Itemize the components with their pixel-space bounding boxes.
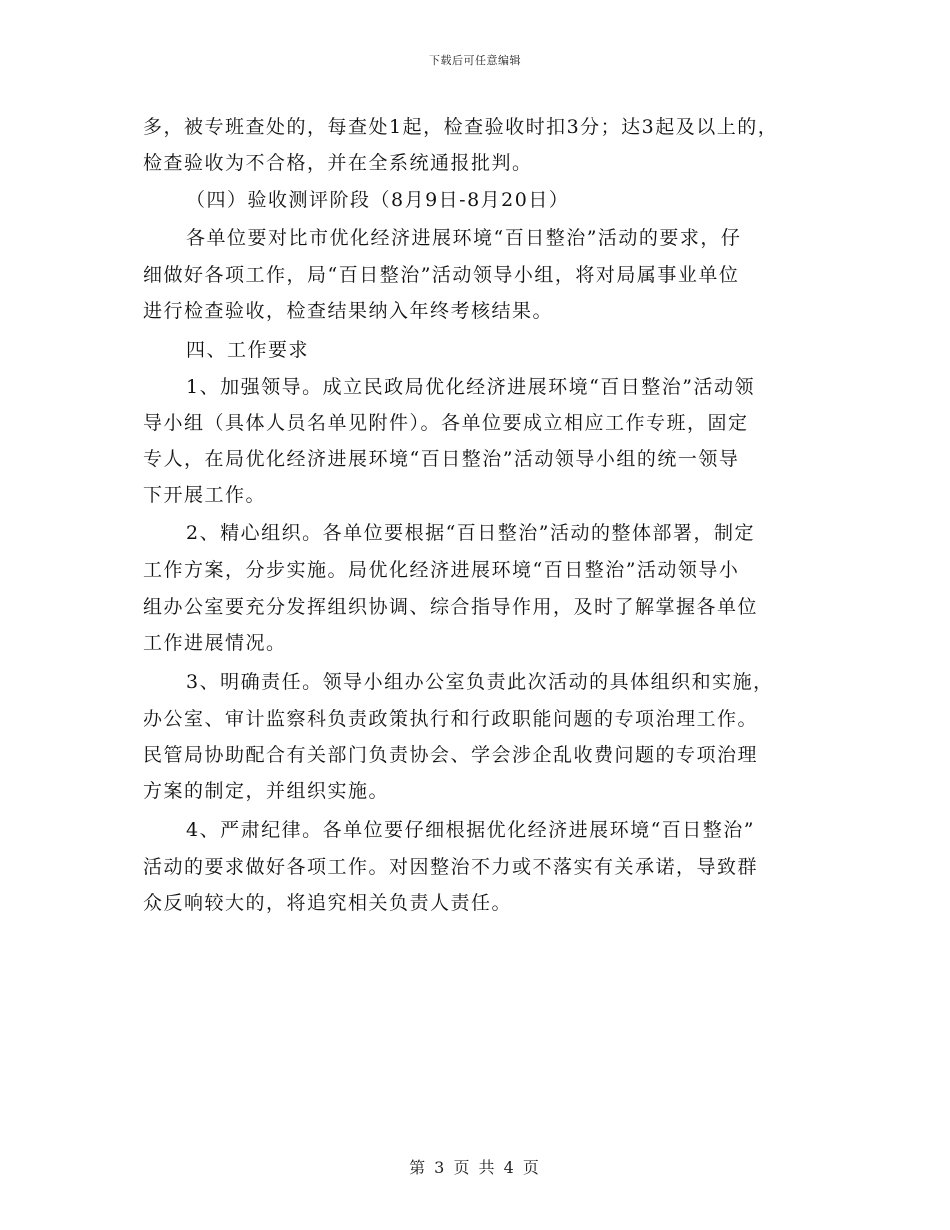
body-line: 下开展工作。	[143, 484, 267, 506]
body-line: 3、明确责任。领导小组办公室负责此次活动的具体组织和实施，	[186, 671, 774, 693]
section-heading: （四）验收测评阶段（8月9日-8月20日）	[186, 189, 570, 211]
body-line: 众反响较大的，将追究相关负责人责任。	[143, 892, 513, 914]
body-line: 工作方案，分步实施。局优化经济进展环境“百日整治”活动领导小	[143, 559, 740, 581]
body-line: 多，被专班查处的，每查处1起，检查验收时扣3分；达3起及以上的，	[143, 116, 779, 138]
body-line: 组办公室要充分发挥组织协调、综合指导作用，及时了解掌握各单位	[143, 596, 759, 618]
page-number: 第 3 页 共 4 页	[409, 1158, 541, 1177]
body-line: 检查验收为不合格，并在全系统通报批判。	[143, 152, 533, 174]
section-heading: 四、工作要求	[186, 339, 310, 361]
body-line: 工作进展情况。	[143, 632, 287, 654]
body-line: 2、精心组织。各单位要根据“百日整治”活动的整体部署，制定	[186, 522, 756, 544]
body-line: 专人，在局优化经济进展环境“百日整治”活动领导小组的统一领导	[143, 448, 740, 470]
body-line: 各单位要对比市优化经济进展环境“百日整治”活动的要求，仔	[186, 227, 742, 249]
body-line: 活动的要求做好各项工作。对因整治不力或不落实有关承诺，导致群	[143, 856, 759, 878]
body-line: 4、严肃纪律。各单位要仔细根据优化经济进展环境“百日整治”	[186, 819, 756, 841]
body-line: 1、加强领导。成立民政局优化经济进展环境“百日整治”活动领	[186, 376, 756, 398]
body-line: 方案的制定，并组织实施。	[143, 780, 390, 802]
page-header: 下载后可任意编辑	[429, 54, 521, 67]
body-line: 民管局协助配合有关部门负责协会、学会涉企乱收费问题的专项治理	[143, 744, 759, 766]
body-line: 导小组（具体人员名单见附件）。各单位要成立相应工作专班，固定	[143, 412, 749, 434]
body-line: 办公室、审计监察科负责政策执行和行政职能问题的专项治理工作。	[143, 708, 759, 730]
body-line: 细做好各项工作，局“百日整治”活动领导小组，将对局属事业单位	[143, 264, 740, 286]
body-line: 进行检查验收，检查结果纳入年终考核结果。	[143, 300, 554, 322]
